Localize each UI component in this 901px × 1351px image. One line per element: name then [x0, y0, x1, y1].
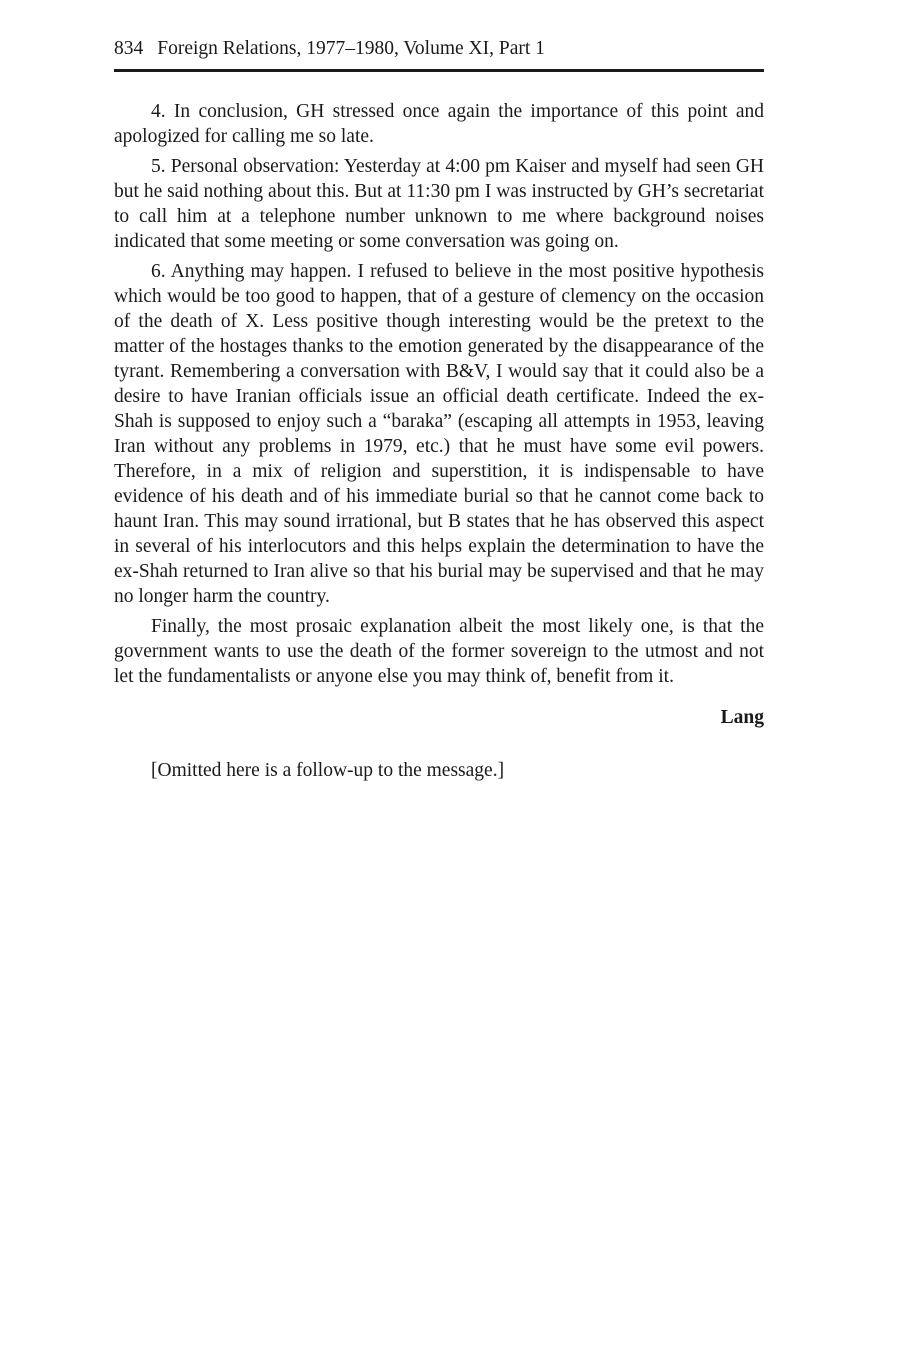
- paragraph-6: 6. Anything may happen. I refused to believe in the most positive hypothesis which would be too good to happen, that of a gesture of clemency on the occasion of the death of X. Less positive though interesting would be the pretext to the matter of the hostages thanks to the emotion generated by the disappearance of the tyrant. Remembering a conversation with B&V, I would say that it could also be a desire to have Iranian officials issue an official death certificate. Indeed the ex-Shah is supposed to enjoy such a “baraka” (escaping all attempts in 1953, leaving Iran without any problems in 1979, etc.) that he must have some evil powers. Therefore, in a mix of religion and superstition, it is indispensable to have evidence of his death and of his immediate burial so that he cannot come back to haunt Iran. This may sound irrational, but B states that he has observed this aspect in several of his interlocutors and this helps explain the determination to have the ex-Shah returned to Iran alive so that his burial may be supervised and that he may no longer harm the country.: [114, 261, 764, 607]
- running-head: [114, 36, 764, 72]
- body-text: [114, 99, 764, 689]
- paragraph-finally: Finally, the most prosaic explanation albeit the most likely one, is that the government wants to use the death of the former sovereign to the utmost and not let the fundamentalists or anyone else you may think of, benefit from it.: [114, 616, 764, 687]
- signature: Lang: [720, 707, 764, 728]
- editorial-note: [Omitted here is a follow-up to the message.]: [151, 760, 505, 781]
- paragraph-4: 4. In conclusion, GH stressed once again the importance of this point and apologized for calling me so late.: [114, 101, 764, 147]
- document-page: [114, 36, 764, 783]
- page-number: 834: [114, 38, 144, 59]
- paragraph-5: 5. Personal observation: Yesterday at 4:00 pm Kaiser and myself had seen GH but he said nothing about this. But at 11:30 pm I was instructed by GH’s secretariat to call him at a telephone number unknown to me where background noises indicated that some meeting or some conversation was going on.: [114, 156, 764, 252]
- running-title: Foreign Relations, 1977–1980, Volume XI, Part 1: [157, 38, 545, 59]
